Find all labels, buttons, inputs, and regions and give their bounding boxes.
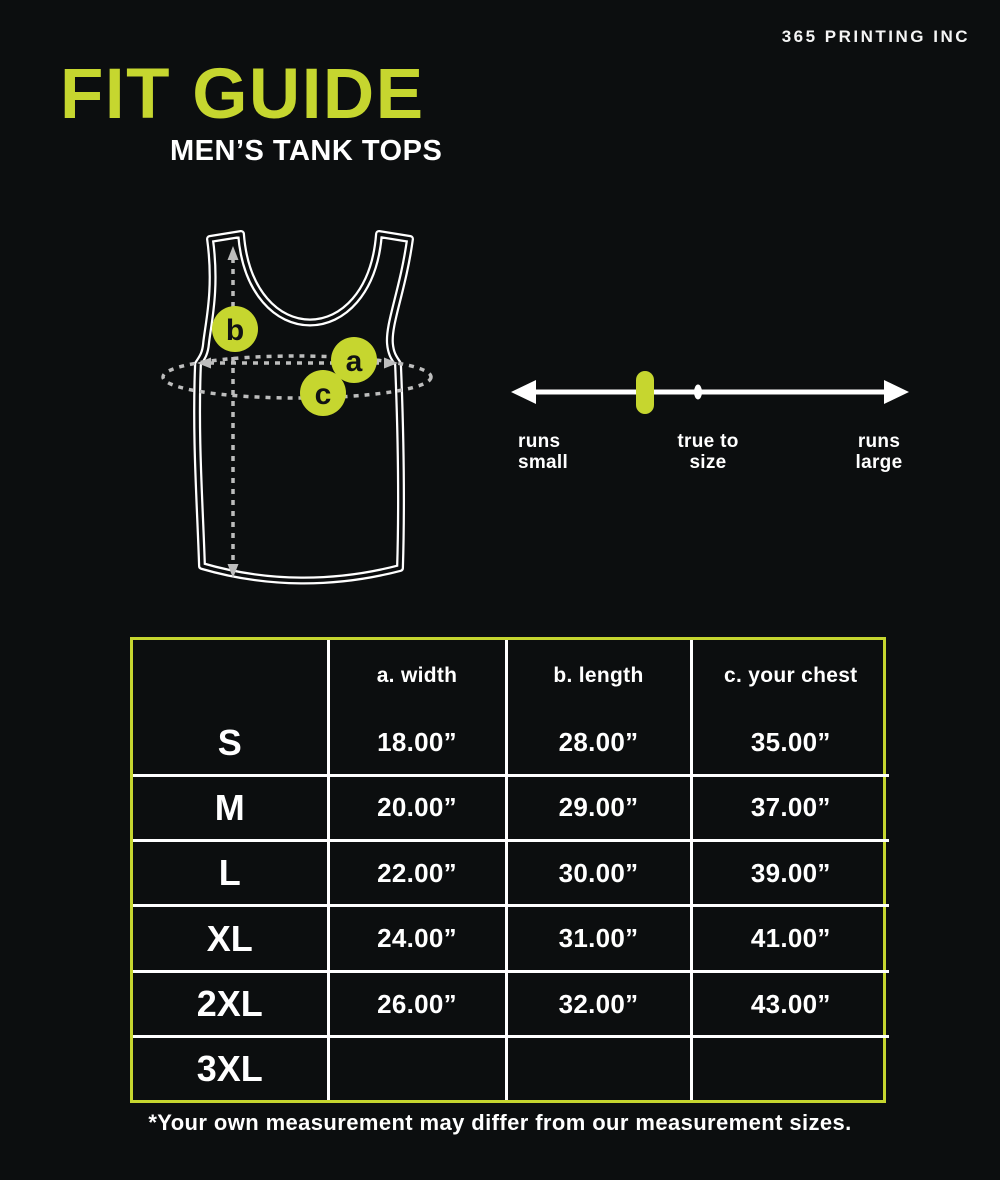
width-value: 18.00” xyxy=(328,712,506,775)
table-row-m xyxy=(133,775,889,840)
chest-value: 43.00” xyxy=(691,971,889,1036)
length-value: 30.00” xyxy=(506,841,691,906)
page-subtitle: MEN’S TANK TOPS xyxy=(170,135,443,167)
table-row-2xl xyxy=(133,971,889,1036)
length-value: 29.00” xyxy=(506,775,691,840)
footnote-text: *Your own measurement may differ from our measurement sizes. xyxy=(148,1110,852,1135)
chest-value: 35.00” xyxy=(691,712,889,775)
scale-label-runs-large: runs large xyxy=(855,431,903,473)
length-value xyxy=(506,1037,691,1100)
width-value: 22.00” xyxy=(328,841,506,906)
table-row-l xyxy=(133,841,889,906)
tank-outline xyxy=(197,234,410,581)
width-value: 24.00” xyxy=(328,906,506,971)
header-size xyxy=(133,640,328,712)
size-table xyxy=(133,640,889,1100)
scale-label-true-to-size: true to size xyxy=(677,431,739,473)
header-width: a. width xyxy=(328,640,506,712)
scale-label-runs-small: runs small xyxy=(518,431,569,473)
table-row-xl xyxy=(133,906,889,971)
header-length: b. length xyxy=(506,640,691,712)
width-value xyxy=(328,1037,506,1100)
fit-scale-svg xyxy=(505,350,915,442)
fit-scale xyxy=(505,350,915,442)
tank-diagram xyxy=(155,222,475,602)
marker-c-letter: c xyxy=(314,378,332,411)
marker-b-letter: b xyxy=(225,314,245,347)
length-value: 31.00” xyxy=(506,906,691,971)
scale-arrow xyxy=(511,380,909,404)
chest-value: 39.00” xyxy=(691,841,889,906)
length-measure-line xyxy=(228,246,239,578)
brand-text: 365 PRINTING INC xyxy=(781,27,970,46)
table-row-s xyxy=(133,712,889,775)
size-label: 3XL xyxy=(133,1037,328,1100)
size-label: S xyxy=(133,712,328,775)
size-label: M xyxy=(133,775,328,840)
chest-value: 37.00” xyxy=(691,775,889,840)
table-row-3xl xyxy=(133,1037,889,1100)
chest-value xyxy=(691,1037,889,1100)
size-label: 2XL xyxy=(133,971,328,1036)
marker-a-letter: a xyxy=(345,345,363,378)
size-table-frame xyxy=(130,637,886,1103)
true-to-size-dot xyxy=(694,385,702,400)
size-label: L xyxy=(133,841,328,906)
header-chest: c. your chest xyxy=(691,640,889,712)
size-label: XL xyxy=(133,906,328,971)
marker-b xyxy=(212,306,258,352)
fit-marker xyxy=(636,371,654,414)
tank-diagram-svg xyxy=(155,222,475,602)
marker-c xyxy=(300,370,346,416)
length-value: 32.00” xyxy=(506,971,691,1036)
width-value: 20.00” xyxy=(328,775,506,840)
length-value: 28.00” xyxy=(506,712,691,775)
page-title: FIT GUIDE xyxy=(60,55,425,134)
table-header-row xyxy=(133,640,889,712)
chest-value: 41.00” xyxy=(691,906,889,971)
width-value: 26.00” xyxy=(328,971,506,1036)
